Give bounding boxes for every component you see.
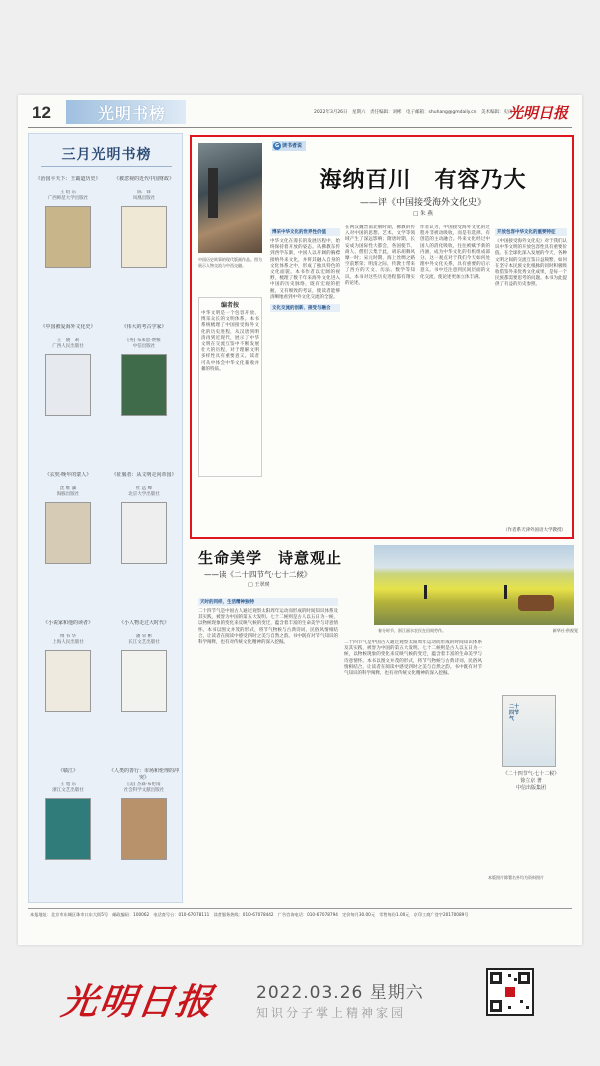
book-title: 《被忽视的近代中国财政》 (113, 176, 174, 182)
book-author: 傅 书 华 上海人民出版社 (52, 634, 84, 645)
book-cover (121, 798, 167, 860)
featured-illustration (198, 143, 262, 253)
text-column (420, 225, 490, 517)
book-title: 《赣江》 (57, 768, 78, 774)
article2-subtitle: ——读《二十四节气·七十二候》 (204, 570, 312, 579)
body-text: 作者认为，中国接受海外文化的过程并非被动吸收，而是有选择、有创造的主动融合。外来文化经过中国人的消化吸收，往往被赋予新的内涵，成为中华文化的有机组成部分。这一观点对于我们今天如何处理中外文化关系，具有重要的启示意义。书中还注意到民间层面的文化交流，使论述更加立体丰满。 (420, 225, 490, 280)
column-tag-icon: G (274, 143, 280, 149)
body-text: 中华文化在漫长的发展历程中，始终保持着开放的姿态。从佛教东传到西学东渐，中国人以开阔的胸襟接纳外来文化，并将其融入自身的文化体系之中，形成了独具特色的文化面貌。本书作者以宏阔的视野，梳理了数千年来海外文化进入中国的历史脉络，既有宏观的把握，又有细致的考证，使读者能够清晰地看到中外文化交流的全貌。 (270, 239, 340, 300)
book-cover (45, 354, 91, 416)
text-column (345, 225, 415, 517)
book-item[interactable] (33, 324, 103, 416)
photo-caption: 春分时节，浙江丽水农民在田间劳作。 (378, 628, 446, 633)
section-heading: 文化交流的创新、接受与融合 (270, 304, 340, 312)
section-heading: 开放包容中华文化的重要特征 (495, 228, 567, 236)
book-item[interactable] (109, 324, 179, 416)
body-text: 二十四节气是中国古人通过观察太阳周年运动而形成的时间知识体系及其实践，被誉为中国的第五大发明。七十二候则是古人以五日为一候，以物候现象的变化来反映气候的变迁，蕴含着丰富的生命美学与诗意情怀。本书以图文并茂的形式，将节气物候与古典诗词、民俗风情相结合，让读者在阅读中感受四时之美与自然之韵。书中既有对节气知识的科学阐释，也有对传统文化精神的深入挖掘。 (344, 640, 482, 677)
book-title: 《治国平天下：王霸道历史》 (35, 176, 101, 182)
newspaper-page (18, 95, 582, 945)
book-cover (45, 206, 91, 268)
book-author: 沈 维 藩 海豚出版社 (56, 486, 80, 497)
book-title: 《征服者：从文明走向帝国》 (111, 472, 177, 478)
article-headline: 海纳百川 有容乃大 (319, 167, 527, 193)
header-divider (28, 127, 572, 128)
featured-book-cover (502, 695, 556, 767)
book-author: [英] 布莱恩·费根 中信出版社 (127, 338, 161, 349)
book-list-divider (41, 166, 172, 167)
photo-credit: 新华社·供视觉 (552, 628, 578, 633)
illustration-caption: 中国历史故事的现代版画作品。图为展示人物交流与中西交融。 (198, 257, 262, 268)
book-cover (45, 650, 91, 712)
book-item[interactable] (109, 176, 179, 268)
masthead-logo: 光明日报 (58, 981, 217, 1023)
author-note: （作者系天津外国语大学教授） (503, 528, 566, 533)
book-item[interactable] (109, 472, 179, 564)
book-title: 《小说家和他的读者》 (42, 620, 93, 626)
book-author: 王 绍 东 广西师范大学出版社 (47, 190, 89, 201)
body-text: 《中国接受海外文化史》对于我们认识中华文明的开放包容性具有重要价值。在全球化深入发展的今天，各种文明之间的交流互鉴日益频繁，如何在坚守本民族文化根脉的同时积极吸收借鉴外来优秀文化成果，是每一个民族都需要思考的问题。本书为此提供了有益的历史参照。 (495, 239, 567, 288)
article-subtitle: ——评《中国接受海外文化史》 (359, 198, 486, 208)
book-cover (45, 502, 91, 564)
section-heading: 博采中华文化的世界性价值 (270, 228, 340, 236)
image-credit-note: 本版图片除署名外均为资料图片 (488, 875, 544, 880)
book-item[interactable] (33, 176, 103, 268)
book-item[interactable] (33, 472, 103, 564)
masthead-date: 2022.03.26 星期六 (256, 983, 424, 1003)
qr-code-icon[interactable] (486, 968, 534, 1016)
text-column (270, 225, 340, 517)
body-text: 在两汉魏晋南北朝时期，佛教的传入对中国的思想、艺术、文学等领域产生了深远影响；隋唐时期，长安成为国际性大都会，各国使节、商人、僧侣云集于此，胡乐胡舞风靡一时；宋元时期，海上丝绸之路空前繁荣；明清之际，传教士带来了西方的天文、历法、数学等知识。本书对这些历史进程都有翔实的论述。 (345, 225, 415, 286)
masthead-slogan: 知识分子掌上精神家园 (256, 1006, 407, 1020)
book-item[interactable] (33, 620, 103, 712)
article2-headline: 生命美学 诗意观止 (198, 549, 343, 567)
column-tag-label: 读书者说 (282, 143, 303, 149)
article-byline: □ 朱 燕 (413, 211, 433, 217)
book-title: 《小人物走过大时代》 (118, 620, 169, 626)
book-title: 《玄奘·晚年的蒙人》 (44, 472, 92, 478)
editor-note-title: 编者按 (220, 302, 239, 309)
featured-review[interactable] (190, 135, 574, 539)
book-cover (121, 354, 167, 416)
field-photo (374, 545, 574, 625)
book-cover (121, 206, 167, 268)
book-cover (121, 502, 167, 564)
section-heading: 天时的同样，生活精神独特 (198, 598, 338, 606)
book-list-title: 三月光明书榜 (61, 147, 152, 163)
editor-note-text: 中华文明是一个包容开放、博采众长的文明体系。本书系统梳理了中国接受海外文化的历史进程，从汉唐到明清再到近现代，展示了中华文明在交流互鉴中不断发展壮大的历程，对于理解文明多样性具有重要意义。读者可从中体会中华文化兼收并蓄的特质。 (201, 311, 259, 372)
book-item[interactable] (109, 768, 179, 860)
footer-divider (28, 908, 572, 909)
article2-byline: □ 王翠瑛 (248, 582, 270, 588)
book-author: 陈 锋 凤凰出版社 (132, 190, 156, 201)
book-author: 杜 远 峰 北京大学出版社 (128, 486, 160, 497)
text-column (198, 595, 338, 901)
cover-title: 二十四节气 (509, 704, 520, 722)
text-column (344, 640, 482, 901)
featured-book[interactable] (488, 695, 574, 795)
featured-book-info: 《二十四节气·七十二候》 徐立京 著 中信出版集团 (502, 771, 560, 791)
column-tag (272, 141, 306, 151)
body-text: 二十四节气是中国古人通过观察太阳周年运动而形成的时间知识体系及其实践，被誉为中国的第五大发明。七十二候则是古人以五日为一候，以物候现象的变化来反映气候的变迁，蕴含着丰富的生命美学与诗意情怀。本书以图文并茂的形式，将节气物候与古典诗词、民俗风情相结合，让读者在阅读中感受四时之美与自然之韵。书中既有对节气知识的科学阐释，也有对传统文化精神的深入挖掘。 (198, 609, 338, 646)
book-title: 《伟大的考古学家》 (121, 324, 167, 330)
editor-note (198, 297, 262, 477)
book-cover (121, 650, 167, 712)
book-author: 王 晓 莉 广西人民出版社 (52, 338, 84, 349)
book-item[interactable] (109, 620, 179, 712)
book-title: 《中国被爱海外文化史》 (40, 324, 96, 330)
book-author: [美] 杰森·布伦南 社会科学文献出版社 (123, 782, 165, 793)
book-cover (45, 798, 91, 860)
book-list-sidebar (28, 133, 183, 903)
book-author: 潘 荣 彬 长江文艺出版社 (128, 634, 160, 645)
page-header (18, 95, 582, 129)
page-number: 12 (32, 103, 51, 122)
book-item[interactable] (33, 768, 103, 860)
header-logo: 光明日报 (507, 104, 568, 122)
book-author: 王 旭 东 浙江文艺出版社 (52, 782, 84, 793)
book-title: 《人类的善行：市场和伦理的冲突》 (109, 768, 179, 781)
imprint-footer: 本报地址：北京市东城区珠市口东大街5号 邮政编码：100062 电话查号台：010-67078111 读者服务热线：010-67078442 广告咨询电话：010-67078794 定价每月30.00元 零售每份1.00元 京印工商广登字20170089号 (30, 912, 469, 917)
text-column (495, 225, 567, 517)
section-title: 光明书榜 (98, 104, 167, 123)
header-meta: 2022年3月26日 星期六 责任编辑：刘彬 电子邮箱：shuhang@gmdaily.cn 美术编辑：史雨 (314, 110, 513, 115)
